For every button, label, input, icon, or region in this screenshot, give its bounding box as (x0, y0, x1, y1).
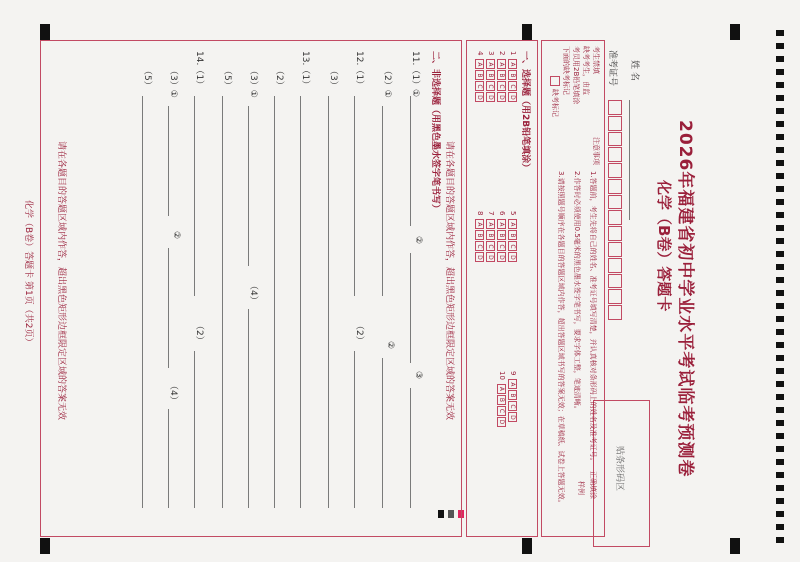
mc-option-d[interactable]: D (508, 252, 517, 262)
mc-option-c[interactable]: C (497, 81, 506, 91)
mc-option-d[interactable]: D (497, 92, 506, 102)
mc-question-3 (486, 51, 495, 103)
mc-option-a[interactable]: A (508, 219, 517, 229)
id-digit-box[interactable] (608, 100, 622, 115)
mc-number: 5 (509, 211, 517, 216)
mc-option-a[interactable]: A (475, 219, 484, 229)
mc-question-7 (486, 211, 495, 263)
mc-number: 1 (509, 51, 517, 56)
id-digit-box[interactable] (608, 179, 622, 194)
notice-side-label: 注意事项 (592, 137, 600, 165)
id-digit-box[interactable] (608, 195, 622, 210)
notice-item-3: 3.请按照题号顺序在各题目的答题区域内作答，超出答题区域书写的答案无效；在草稿纸、试卷上答题无效。 (557, 171, 565, 507)
exam-title: 2026年福建省初中学业水平考试临考预测卷 (675, 120, 695, 478)
barcode-label: 贴条形码区 (614, 446, 624, 492)
mc-option-b[interactable]: B (486, 70, 495, 80)
mc-option-d[interactable]: D (508, 92, 517, 102)
q11-2-c2: ② (385, 341, 395, 350)
q14-line-6[interactable] (142, 96, 143, 508)
mc-option-a[interactable]: A (497, 219, 506, 229)
q12-line-3[interactable] (328, 96, 329, 508)
mc-option-c[interactable]: C (508, 81, 517, 91)
mc-number: 8 (476, 211, 484, 216)
mc-option-b[interactable]: B (508, 230, 517, 240)
mc-option-d[interactable]: D (497, 417, 506, 427)
id-label: 准考证号 (607, 50, 617, 87)
q13-label: 13.（1） (300, 51, 310, 90)
mc-option-b[interactable]: B (497, 395, 506, 405)
q13-s5: （5） (222, 66, 232, 90)
mc-option-a[interactable]: A (508, 379, 517, 389)
q14-line-4[interactable] (168, 248, 169, 368)
mc-option-a[interactable]: A (486, 59, 495, 69)
mc-number: 2 (498, 51, 506, 56)
mc-option-c[interactable]: C (486, 241, 495, 251)
q13-line-4[interactable] (248, 309, 249, 508)
q13-line-5[interactable] (222, 96, 223, 508)
q14-label: 14.（1） (194, 51, 204, 90)
mc-option-b[interactable]: B (508, 70, 517, 80)
q14-line-5[interactable] (168, 409, 169, 508)
id-digit-box[interactable] (608, 116, 622, 131)
absent-mark-box[interactable] (550, 76, 560, 86)
mc-option-b[interactable]: B (486, 230, 495, 240)
absent-line-3: 考员用2B铅笔填涂 (572, 46, 580, 105)
name-label: 姓 名 (629, 60, 639, 81)
id-digit-box[interactable] (608, 242, 622, 257)
q12-label: 12.（1） (354, 51, 364, 90)
name-line (629, 100, 630, 220)
q11-2-line-1[interactable] (382, 106, 383, 296)
mc-number: 6 (498, 211, 506, 216)
id-digit-box[interactable] (608, 132, 622, 147)
mc-option-c[interactable]: C (508, 241, 517, 251)
id-digit-box[interactable] (608, 210, 622, 225)
absent-line-4: 下面的缺考标记 (562, 46, 570, 95)
mc-number: 9 (509, 371, 517, 376)
free-top-warning: 请在各题目的答题区域内作答，超出黑色矩形边框限定区域的答案无效 (444, 141, 454, 421)
notice-box (541, 40, 605, 537)
mc-option-c[interactable]: C (497, 241, 506, 251)
q13-s3: （3）① (248, 66, 258, 98)
q14-c2: ② (171, 231, 181, 240)
q11-2-line-2[interactable] (382, 358, 383, 508)
free-heading: 二、非选择题（用黑色墨水签字笔书写） (430, 51, 440, 214)
mc-section (466, 40, 538, 537)
sheet-subtitle: 化学（B卷）答题卡 (655, 180, 673, 312)
fill-example-label: 正确填涂 (589, 471, 597, 499)
q13-s4: （4） (248, 281, 258, 305)
mc-question-5 (508, 211, 517, 263)
id-digit-box[interactable] (608, 258, 622, 273)
mc-question-1 (508, 51, 517, 103)
mc-option-c[interactable]: C (497, 406, 506, 416)
mc-option-a[interactable]: A (497, 59, 506, 69)
mc-grid (467, 41, 537, 536)
q14-line-2[interactable] (194, 351, 195, 508)
mc-option-c[interactable]: C (508, 401, 517, 411)
notice-item-2: 2.作答时必须使用0.5毫米的黑色墨水签字笔书写，要求字体工整，笔迹清晰。 (573, 171, 581, 413)
mc-question-8 (475, 211, 484, 263)
mc-number: 7 (487, 211, 495, 216)
mc-option-a[interactable]: A (508, 59, 517, 69)
id-digit-box[interactable] (608, 147, 622, 162)
id-digit-box[interactable] (608, 289, 622, 304)
mc-option-b[interactable]: B (497, 230, 506, 240)
mc-option-b[interactable]: B (475, 230, 484, 240)
q13-s2: （2） (274, 66, 284, 90)
q14-s3: （3）① (168, 66, 178, 98)
mc-option-a[interactable]: A (486, 219, 495, 229)
q14-s2: （2） (194, 321, 204, 345)
mc-option-d[interactable]: D (497, 252, 506, 262)
q13-line-1[interactable] (300, 96, 301, 508)
mc-number: 10 (498, 371, 506, 380)
mc-option-a[interactable]: A (475, 59, 484, 69)
id-digit-box[interactable] (608, 163, 622, 178)
q12-s2: （2） (354, 321, 364, 345)
mc-question-10 (497, 371, 506, 428)
mc-question-6 (497, 211, 506, 263)
mc-option-c[interactable]: C (486, 81, 495, 91)
absent-line-1: 考生禁填 (592, 46, 600, 74)
q12-line-2[interactable] (354, 351, 355, 508)
mc-option-d[interactable]: D (508, 412, 517, 422)
q11-c2: ② (413, 236, 423, 245)
q14-s4: （4） (168, 381, 178, 405)
page-footer: 化学（B卷）答题卡 第1页（共2页） (23, 200, 33, 347)
q11-line-1[interactable] (410, 96, 411, 226)
q11-line-2[interactable] (410, 253, 411, 363)
mc-number: 3 (487, 51, 495, 56)
mc-option-d[interactable]: D (486, 252, 495, 262)
q13-line-2[interactable] (274, 96, 275, 508)
id-digit-box[interactable] (608, 305, 622, 320)
mc-question-2 (497, 51, 506, 103)
absent-line-2: 缺考考生，由监 (582, 46, 590, 95)
free-bottom-warning: 请在各题目的答题区域内作答，超出黑色矩形边框限定区域的答案无效 (56, 141, 66, 421)
q14-s5: （5） (142, 66, 152, 90)
mc-option-b[interactable]: B (508, 390, 517, 400)
mc-option-d[interactable]: D (486, 92, 495, 102)
mc-option-c[interactable]: C (475, 81, 484, 91)
q14-line-3[interactable] (168, 106, 169, 216)
notice-item-1: 1.答题前，考生先将自己的姓名、准考证号填写清楚，并认真核对条形码上的姓名及准考证号。 (589, 171, 597, 465)
q14-line-1[interactable] (194, 96, 195, 296)
id-boxes[interactable] (610, 100, 622, 320)
mc-option-c[interactable]: C (475, 241, 484, 251)
mc-heading: 一、选择题（用2B铅笔填涂） (520, 51, 530, 173)
mc-option-a[interactable]: A (497, 384, 506, 394)
mc-number: 4 (476, 51, 484, 56)
mc-question-4 (475, 51, 484, 103)
id-digit-box[interactable] (608, 274, 622, 289)
q12-s3: （3） (328, 66, 338, 90)
q11-line-3[interactable] (410, 388, 411, 508)
absent-mark-label: 缺考标记 (551, 89, 559, 117)
id-digit-box[interactable] (608, 226, 622, 241)
mc-option-d[interactable]: D (475, 92, 484, 102)
q11-label: 11.（1）① (410, 51, 420, 98)
q13-line-3[interactable] (248, 106, 249, 266)
fill-example-sub: 样例 (577, 481, 585, 495)
mc-option-b[interactable]: B (497, 70, 506, 80)
q11-2-label: （2）① (382, 66, 392, 98)
mc-option-d[interactable]: D (475, 252, 484, 262)
mc-option-b[interactable]: B (475, 70, 484, 80)
q12-line-1[interactable] (354, 96, 355, 296)
free-section (40, 40, 462, 537)
mc-question-9 (508, 371, 517, 423)
q11-c3: ③ (413, 371, 423, 380)
